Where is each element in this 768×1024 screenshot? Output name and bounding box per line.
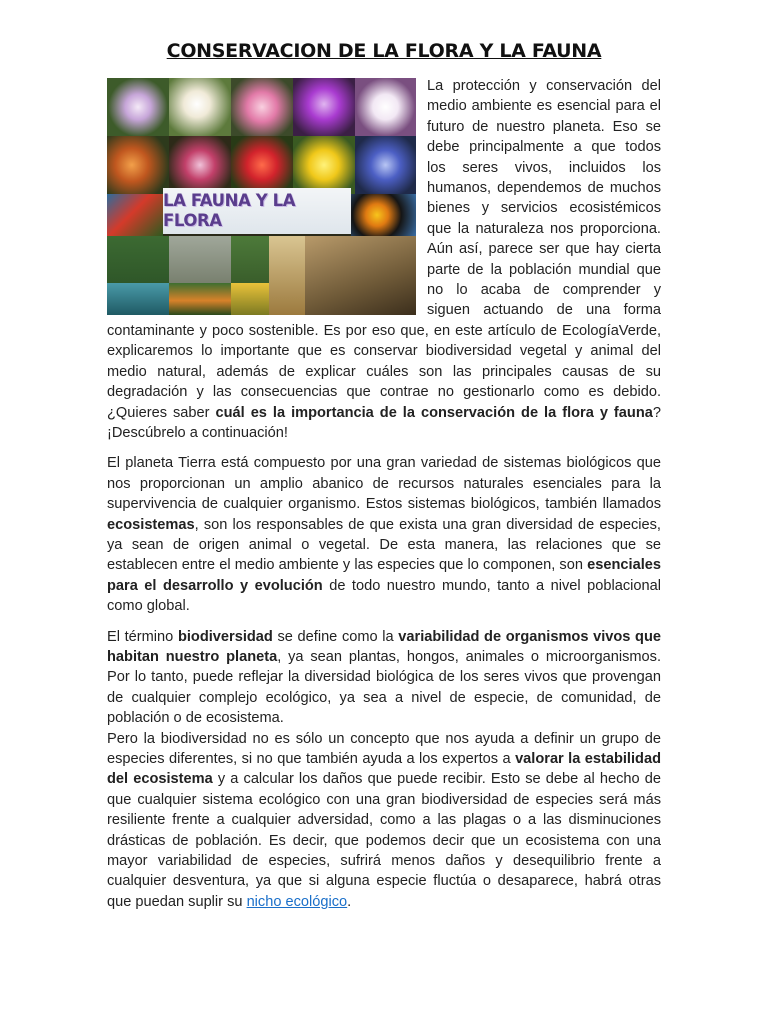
- page-title: CONSERVACION DE LA FLORA Y LA FAUNA: [166, 40, 602, 62]
- document-page: [107, 38, 661, 912]
- bold-segment: valorar la estabilidad del ecosistema: [107, 751, 661, 788]
- bold-segment: ecosistemas: [107, 516, 195, 533]
- paragraph-biodiversity: [107, 627, 661, 729]
- text-segment: de todo nuestro mundo, tanto a nivel poblacional como global.: [107, 577, 661, 615]
- bold-segment: biodiversidad: [177, 628, 273, 645]
- text-segment: y a calcular los daños que puede recibir. Esto se debe al hecho de que cualquier sistema ecológico con una gran biodiversidad de especies será más resiliente frente a cualquier adversidad, como a las plagas o a las disminuciones drásticas de población. Es decir, que podemos decir que un ecosistema con una mayor variabilidad de especies, sufrirá menos daños y desequilibrio frente a cualquier desventura, ya que si alguna especie fluctúa o desaparece, habrá otras que puedan suplir su: [107, 771, 661, 910]
- collage-banner: [163, 188, 351, 234]
- text-segment: , son los responsables de que exista una gran diversidad de especies, ya sean de origen animal o vegetal. De esta manera, las relaciones que se establecen entre el medio ambiente y las especies que lo componen, son: [107, 516, 661, 574]
- paragraph-stability: [107, 729, 661, 913]
- text-segment: El planeta Tierra está compuesto por una gran variedad de sistemas biológicos que nos proporcionan un amplio abanico de recursos naturales esenciales para la supervivencia de cualquier organismo. Estos sistemas biológicos, también llamados: [107, 455, 661, 513]
- text-segment: La protección y conservación del medio ambiente es esencial para el futuro de nuestro planeta. Eso se debe principalmente a que todos los seres vivos, incluidos los humanos, dependemos de muchos bienes y servicios ecosistémicos que la naturaleza nos proporciona. Aún así, parece ser que hay cierta parte de la población mundial que no lo acaba de comprender y siguen actuando de una forma contaminante y poco sostenible. Es por eso que, en este artículo de EcologíaVerde, explicaremos lo importante que es conservar biodiversidad vegetal y animal del medio natural, además de explicar cuáles son las principales causas de su degradación y las consecuencias que contrae no gestionarlo como es debido. ¿Quieres saber: [107, 78, 661, 421]
- nicho-ecologico-link[interactable]: nicho ecológico: [246, 893, 348, 910]
- bold-segment: variabilidad de organismos vivos que habitan nuestro planeta: [107, 628, 662, 665]
- text-segment: El término: [107, 628, 178, 645]
- paragraph-ecosystems: [107, 453, 661, 616]
- text-segment: Pero la biodiversidad no es sólo un concepto que nos ayuda a definir un grupo de especies diferentes, si no que también ayuda a los expertos a: [107, 730, 661, 767]
- text-segment: .: [347, 893, 352, 910]
- banner-text: LA FAUNA Y LA FLORA: [163, 190, 296, 230]
- flora-fauna-collage-image: [107, 78, 416, 315]
- bold-segment: cuál es la importancia de la conservación de la flora y fauna: [215, 404, 653, 421]
- text-segment: se define como la: [272, 628, 399, 645]
- text-segment: ? ¡Descúbrelo a continuación!: [107, 404, 661, 441]
- bold-segment: esenciales para el desarrollo y evolución: [107, 557, 661, 594]
- text-segment: , ya sean plantas, hongos, animales o microorganismos. Por lo tanto, puede reflejar la diversidad biológica de los seres vivos que provengan de cualquier complejo ecológico, ya sea a nivel de especie, de comunidad, de población o de ecosistema.: [107, 648, 661, 727]
